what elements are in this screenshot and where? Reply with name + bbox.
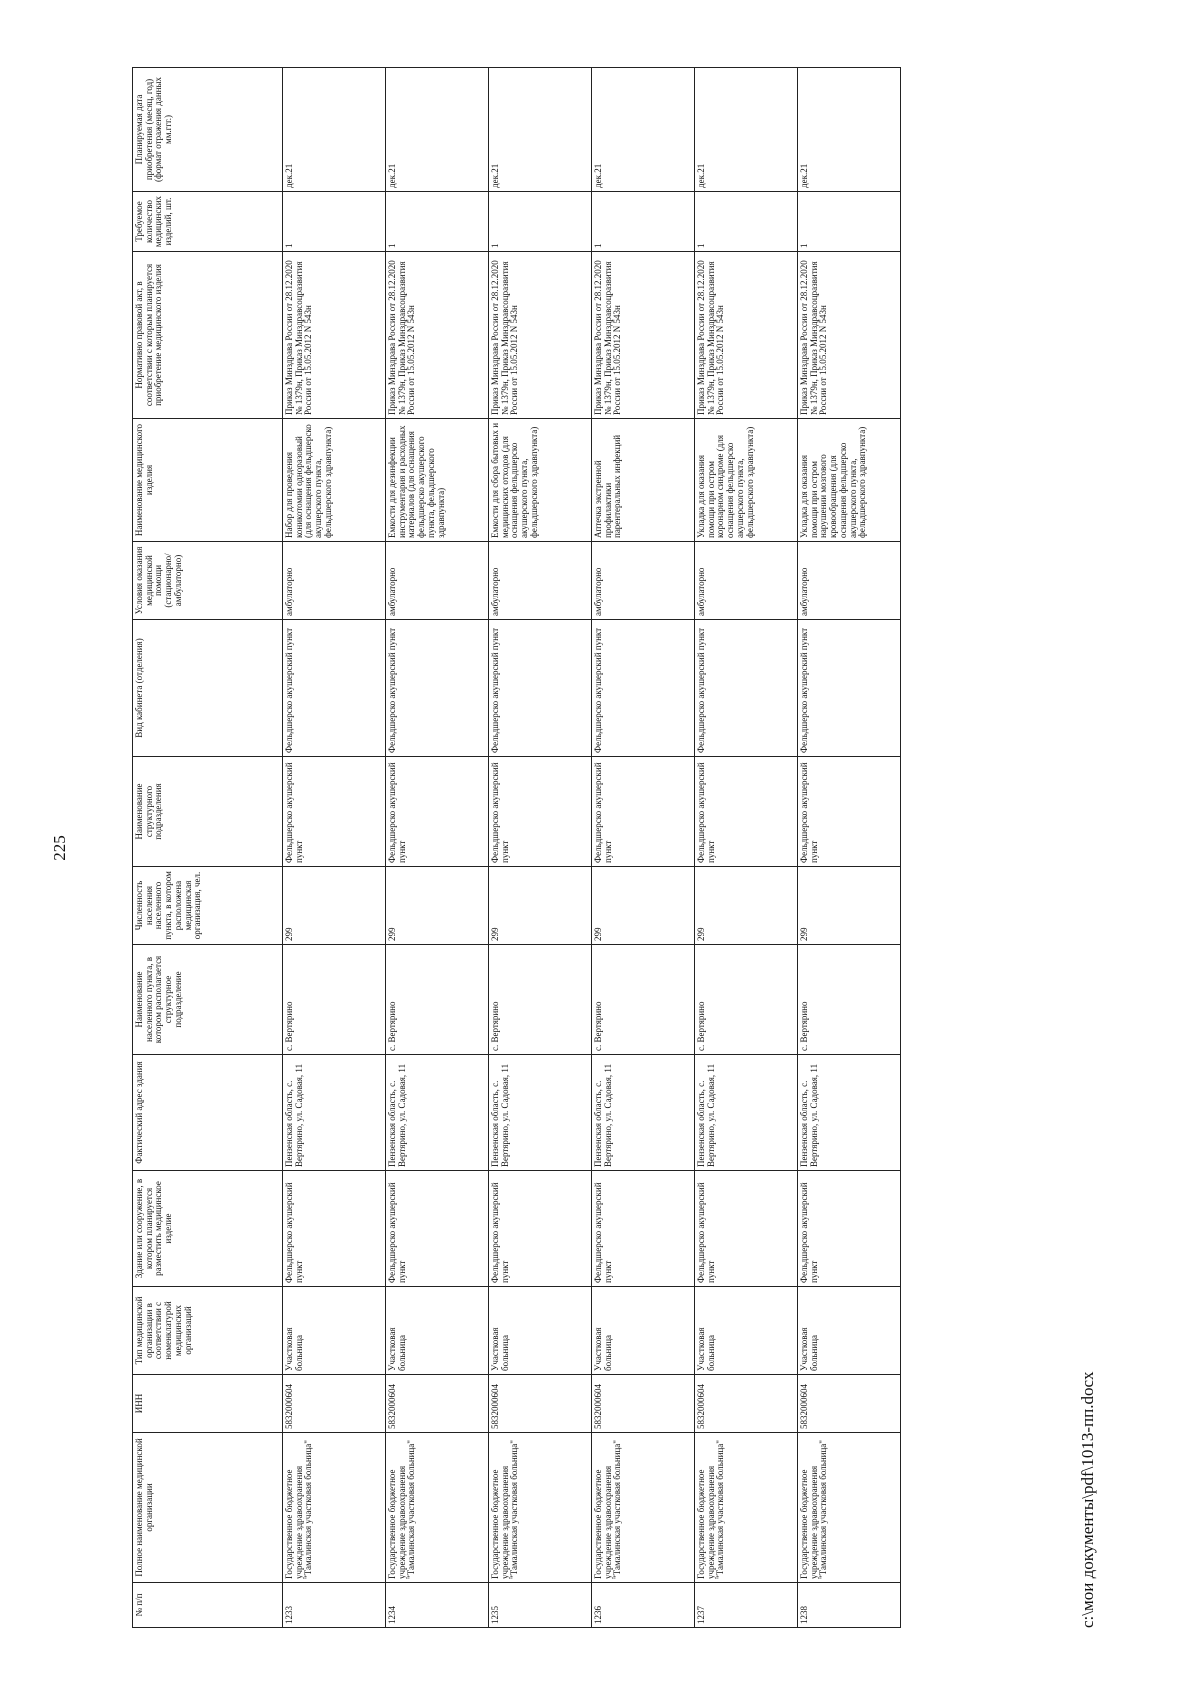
page-number: 225 (50, 835, 69, 861)
table-cell: 1 (283, 192, 386, 252)
table-cell: Фельдшерско акушерский пункт (798, 757, 901, 867)
table-cell: 5832000604 (283, 1375, 386, 1433)
rotated-page (0, 28, 1200, 1668)
table-cell: Государственное бюджетное учреждение здравоохранения "Тамалинская участковая больница" (592, 1433, 695, 1583)
table-cell: 1237 (695, 1583, 798, 1628)
column-header: Наименование медицинского изделия (133, 419, 283, 542)
column-header: Требуемое количество медицинских изделий, шт. (133, 192, 283, 252)
footer-file-path: c:\мои документы\pdf\1013-пп.docx (1078, 1371, 1097, 1628)
column-header: Планируемая дата приобретения (месяц, год) (формат отражения данных мм.ггг.) (133, 68, 283, 192)
table-cell: дек.21 (386, 68, 489, 192)
table-row (386, 68, 489, 1628)
column-header: Фактический адрес здания (133, 1055, 283, 1171)
table-cell: дек.21 (695, 68, 798, 192)
column-header: Наименование структурного подразделения (133, 757, 283, 867)
table-cell: 299 (592, 867, 695, 945)
table-row (283, 68, 386, 1628)
table-cell: с. Вертярино (592, 945, 695, 1055)
column-header: Условия оказания медицинской помощи (стационарно/амбулаторно) (133, 542, 283, 620)
table-cell: дек.21 (592, 68, 695, 192)
table-cell: 1 (489, 192, 592, 252)
table-cell: Государственное бюджетное учреждение здравоохранения "Тамалинская участковая больница" (386, 1433, 489, 1583)
column-header: Нормативно правовой акт, в соответствии с которым планируется приобретение медицинского изделия (133, 252, 283, 419)
column-header: № п/п (133, 1583, 283, 1628)
table-cell: Пензенская область, с. Вертярино, ул. Садовая, 11 (489, 1055, 592, 1171)
table-cell: 1 (798, 192, 901, 252)
table-cell: 299 (489, 867, 592, 945)
table-cell: 1 (695, 192, 798, 252)
table-cell: амбулаторно (386, 542, 489, 620)
table-cell: Емкости для дезинфекции инструментария и расходных материалов (для оснащения фельдшерско акушерского пункта, фельдшерского здравпункта) (386, 419, 489, 542)
table-header-row (133, 68, 283, 1628)
table-cell: Фельдшерско акушерский пункт (798, 1171, 901, 1287)
table-cell: Фельдшерско акушерский пункт (592, 1171, 695, 1287)
table-cell: Фельдшерско акушерский пункт (592, 620, 695, 757)
table-cell: Пензенская область, с. Вертярино, ул. Садовая, 11 (592, 1055, 695, 1171)
table-cell: 5832000604 (386, 1375, 489, 1433)
equipment-table (132, 67, 901, 1628)
table-cell: амбулаторно (798, 542, 901, 620)
table-cell: Участковая больница (695, 1287, 798, 1375)
table-cell: дек.21 (283, 68, 386, 192)
column-header: Наименование населенного пункта, в котором располагается структурное подразделение (133, 945, 283, 1055)
table-cell: 5832000604 (592, 1375, 695, 1433)
column-header: Здание или сооружение, в котором планируется разместить медицинское изделие (133, 1171, 283, 1287)
table-cell: Фельдшерско акушерский пункт (386, 757, 489, 867)
table-cell: Участковая больница (798, 1287, 901, 1375)
table-cell: амбулаторно (489, 542, 592, 620)
column-header: Тип медицинской организации в соответствии с номенклатурой медицинских организаций (133, 1287, 283, 1375)
table-cell: с. Вертярино (798, 945, 901, 1055)
table-cell: Приказ Минздрава России от 28.12.2020 № 1379н, Приказ Минздравсоцразвития России от 15.05.2012 N 543н (592, 252, 695, 419)
table-cell: 1236 (592, 1583, 695, 1628)
table-cell: Пензенская область, с. Вертярино, ул. Садовая, 11 (283, 1055, 386, 1171)
table-row (592, 68, 695, 1628)
table-cell: Фельдшерско акушерский пункт (283, 620, 386, 757)
table-cell: Приказ Минздрава России от 28.12.2020 № 1379н, Приказ Минздравсоцразвития России от 15.05.2012 N 543н (798, 252, 901, 419)
table-cell: 299 (695, 867, 798, 945)
table-cell: Укладка для оказания помощи при остром нарушении мозгового кровообращения (для оснащения фельдшерско акушерского пункта, фельдшерского здравпункта) (798, 419, 901, 542)
table-cell: Фельдшерско акушерский пункт (283, 1171, 386, 1287)
table-cell: 299 (386, 867, 489, 945)
table-cell: с. Вертярино (283, 945, 386, 1055)
table-cell: Фельдшерско акушерский пункт (386, 1171, 489, 1287)
table-cell: 1233 (283, 1583, 386, 1628)
table-cell: амбулаторно (695, 542, 798, 620)
table-cell: 1235 (489, 1583, 592, 1628)
table-cell: Государственное бюджетное учреждение здравоохранения "Тамалинская участковая больница" (695, 1433, 798, 1583)
table-cell: Государственное бюджетное учреждение здравоохранения "Тамалинская участковая больница" (798, 1433, 901, 1583)
table-cell: Приказ Минздрава России от 28.12.2020 № 1379н, Приказ Минздравсоцразвития России от 15.05.2012 N 543н (386, 252, 489, 419)
table-cell: 1238 (798, 1583, 901, 1628)
table-cell: Приказ Минздрава России от 28.12.2020 № 1379н, Приказ Минздравсоцразвития России от 15.05.2012 N 543н (283, 252, 386, 419)
table-cell: Государственное бюджетное учреждение здравоохранения "Тамалинская участковая больница" (489, 1433, 592, 1583)
table-cell: Участковая больница (592, 1287, 695, 1375)
table-cell: Аптечка экстренной профилактики парентеральных инфекций (592, 419, 695, 542)
table-cell: Фельдшерско акушерский пункт (695, 757, 798, 867)
table-cell: Участковая больница (386, 1287, 489, 1375)
table-row (695, 68, 798, 1628)
table-cell: Фельдшерско акушерский пункт (695, 1171, 798, 1287)
table-cell: Пензенская область, с. Вертярино, ул. Садовая, 11 (695, 1055, 798, 1171)
table-cell: 5832000604 (798, 1375, 901, 1433)
table-cell: дек.21 (489, 68, 592, 192)
table-cell: дек.21 (798, 68, 901, 192)
column-header: Численность населения населенного пункта, в котором расположена медицинская организация, чел. (133, 867, 283, 945)
table-cell: Приказ Минздрава России от 28.12.2020 № 1379н, Приказ Минздравсоцразвития России от 15.05.2012 N 543н (695, 252, 798, 419)
table-cell: Фельдшерско акушерский пункт (489, 757, 592, 867)
table-cell: 5832000604 (695, 1375, 798, 1433)
table-cell: Пензенская область, с. Вертярино, ул. Садовая, 11 (798, 1055, 901, 1171)
column-header: ИНН (133, 1375, 283, 1433)
table-cell: 299 (798, 867, 901, 945)
table-cell: Фельдшерско акушерский пункт (489, 620, 592, 757)
table-cell: Фельдшерско акушерский пункт (592, 757, 695, 867)
table-cell: Государственное бюджетное учреждение здравоохранения "Тамалинская участковая больница" (283, 1433, 386, 1583)
table-cell: Фельдшерско акушерский пункт (489, 1171, 592, 1287)
table-cell: с. Вертярино (489, 945, 592, 1055)
table-cell: Фельдшерско акушерский пункт (283, 757, 386, 867)
table-cell: Пензенская область, с. Вертярино, ул. Садовая, 11 (386, 1055, 489, 1171)
table-row (489, 68, 592, 1628)
table-cell: Укладка для оказания помощи при остром коронарном синдроме (для оснащения фельдшерско акушерского пункта, фельдшерского здравпункта) (695, 419, 798, 542)
table-cell: 1 (592, 192, 695, 252)
table-cell: Фельдшерско акушерский пункт (386, 620, 489, 757)
column-header: Полное наименование медицинской организации (133, 1433, 283, 1583)
table-cell: 1 (386, 192, 489, 252)
table-cell: Набор для проведения коникотомии одноразовый (для оснащения фельдшерско акушерского пункта, фельдшерского здравпункта) (283, 419, 386, 542)
table-cell: Участковая больница (489, 1287, 592, 1375)
table-cell: с. Вертярино (695, 945, 798, 1055)
table-cell: 299 (283, 867, 386, 945)
table-cell: Фельдшерско акушерский пункт (695, 620, 798, 757)
table-cell: амбулаторно (592, 542, 695, 620)
table-cell: Приказ Минздрава России от 28.12.2020 № 1379н, Приказ Минздравсоцразвития России от 15.05.2012 N 543н (489, 252, 592, 419)
table-row (798, 68, 901, 1628)
table-cell: 5832000604 (489, 1375, 592, 1433)
table-cell: с. Вертярино (386, 945, 489, 1055)
table-cell: Участковая больница (283, 1287, 386, 1375)
table-cell: Фельдшерско акушерский пункт (798, 620, 901, 757)
table-cell: Емкости для сбора бытовых и медицинских отходов (для оснащения фельдшерско акушерского пункта, фельдшерского здравпункта) (489, 419, 592, 542)
column-header: Вид кабинета (отделения) (133, 620, 283, 757)
table-cell: амбулаторно (283, 542, 386, 620)
table-cell: 1234 (386, 1583, 489, 1628)
